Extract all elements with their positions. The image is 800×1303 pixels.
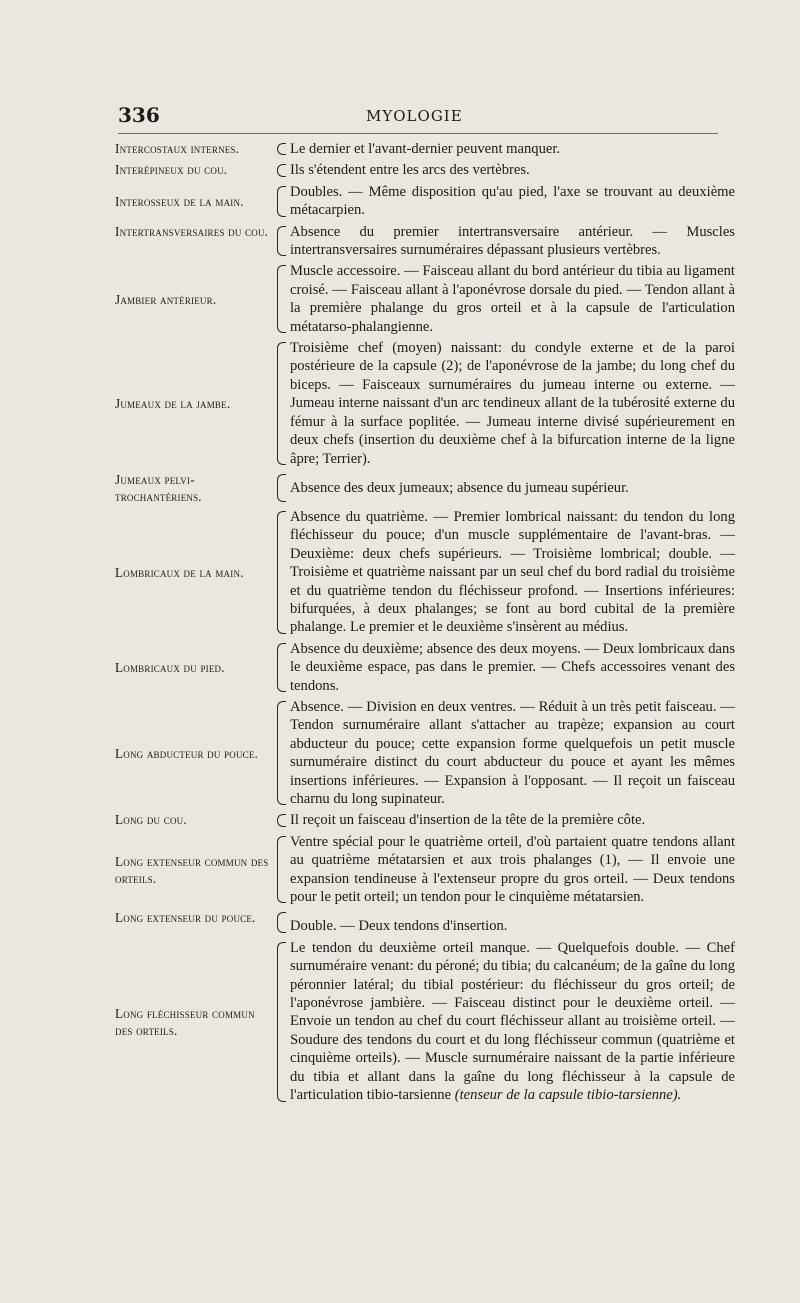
entry-text: Absence du quatrième. — Premier lombrical naissant: du tendon du long fléchisseur du pouce; d'un muscle supplémentaire de l'avant-bras. — Deuxième: deux chefs supérieurs. — Troisième lombrical; double. — Troisième et quatrième naissant par un seul chef du bord radial du troisième et du quatrième tendon du fléchisseur profond. — Insertions inférieures: bifurquées, à deux phalanges; se font au bord cubital de la première phalange. Le premier et le deuxième s'insèrent au médius. xyxy=(290,508,735,636)
brace xyxy=(277,643,286,692)
entry-text: Il reçoit un faisceau d'insertion de la tête de la première côte. xyxy=(290,812,646,829)
entry-term: Long extenseur commun des orteils. xyxy=(115,853,269,886)
brace xyxy=(277,701,286,805)
entry-term: Long abducteur du pouce. xyxy=(115,745,259,761)
brace xyxy=(277,164,286,176)
entry-text: Troisième chef (moyen) naissant: du condyle externe et de la paroi postérieure de la capsule (2); de l'aponévrose de la jambe; du long chef du biceps. — Faisceaux surnuméraires du jumeau interne ou externe. — Jumeau interne naissant d'un arc tendineux allant de la tubérosité externe du fémur à la surface poplitée. — Jumeau interne divisé supérieurement en deux chefs (insertion du deuxième chef à la bifurcation interne de la ligne âpre; Terrier). xyxy=(290,340,735,467)
brace xyxy=(277,143,286,155)
entry-text-italic: (tenseur de la capsule tibio-tarsienne). xyxy=(454,1087,682,1104)
entry-long-du-cou xyxy=(115,811,735,829)
entry-text-main: Le tendon du deuxième orteil manque. — Quelquefois double. — Chef surnuméraire venant: du péroné; du tibia; du calcanéum; de la gaîne du long péronnier latéral; du tibial postérieur: du fléchisseur du gros orteil; de l'aponévrose jambière. — Faisceau distinct pour le deuxième orteil. — Envoie un tendon au chef du court fléchisseur allant au troisième orteil. — Soudure des tendons du court et du long fléchisseur commun (quatrième et cinquième orteils). — Muscle surnuméraire naissant de la partie inférieure du tibia et allant dans la gaîne du long fléchisseur à la capsule de l'articulation tibio-tarsienne xyxy=(290,939,735,1104)
entry-intercostaux-internes xyxy=(115,140,735,158)
brace xyxy=(277,942,286,1102)
entry-interosseux-de-la-main xyxy=(115,183,735,220)
brace xyxy=(277,474,286,502)
page-header xyxy=(118,103,718,134)
entry-long-extenseur-commun-des-orteils xyxy=(115,833,735,907)
page-number: 336 xyxy=(118,103,160,127)
entry-term: Intertransversaires du cou. xyxy=(115,223,269,239)
brace xyxy=(277,342,286,465)
entry-list xyxy=(115,140,735,1108)
entry-term: Jambier antérieur. xyxy=(115,291,217,307)
entry-long-abducteur-du-pouce xyxy=(115,698,735,808)
entry-text xyxy=(290,939,735,1105)
entry-text: Absence du premier intertransversaire antérieur. — Muscles intertransversaires surnuméraires dépassant plusieurs vertèbres. xyxy=(290,223,735,259)
entry-term: Long du cou. xyxy=(115,812,187,828)
entry-interepineux-du-cou xyxy=(115,161,735,179)
entry-term: Lombricaux de la main. xyxy=(115,564,244,580)
brace xyxy=(277,226,286,257)
entry-term: Intercostaux internes. xyxy=(115,141,240,156)
entry-text: Double. — Deux tendons d'insertion. xyxy=(290,918,508,935)
brace xyxy=(277,912,286,932)
brace xyxy=(277,814,286,826)
entry-jumeaux-pelvi-trochanteriens xyxy=(115,471,735,505)
running-title: MYOLOGIE xyxy=(366,107,463,125)
entry-text: Muscle accessoire. — Faisceau allant du bord antérieur du tibia au ligament croisé. — Faisceau allant à l'aponévrose dorsale du pied. — Tendon allant à la première phalange du gros orteil et à la capsule de l'articulation métatarso-phalangienne. xyxy=(290,263,735,335)
entry-jumeaux-de-la-jambe xyxy=(115,339,735,468)
brace xyxy=(277,186,286,217)
entry-text: Le dernier et l'avant-dernier peuvent manquer. xyxy=(290,141,561,157)
entry-intertransversaires-du-cou xyxy=(115,223,735,260)
entry-text: Ils s'étendent entre les arcs des vertèbres. xyxy=(290,162,530,179)
brace xyxy=(277,511,286,634)
entry-text: Absence des deux jumeaux; absence du jumeau supérieur. xyxy=(290,479,629,496)
brace xyxy=(277,836,286,904)
entry-term: Jumeaux pelvi-trochantériens. xyxy=(115,471,202,504)
entry-term: Long fléchisseur commun des orteils. xyxy=(115,1005,255,1038)
entry-term: Long extenseur du pouce. xyxy=(115,910,256,926)
entry-text: Ventre spécial pour le quatrième orteil, d'où partaient quatre tendons allant au quatrième métatarsien et aux trois phalanges (1), — Il envoie une expansion tendineuse à l'extenseur propre du gros orteil. — Deux tendons pour le petit orteil; un tendon pour le cinquième métatarsien. xyxy=(290,833,735,906)
entry-term: Jumeaux de la jambe. xyxy=(115,395,231,411)
brace xyxy=(277,265,286,333)
entry-term: Interépineux du cou. xyxy=(115,162,228,178)
entry-term: Lombricaux du pied. xyxy=(115,659,225,675)
entry-jambier-anterieur xyxy=(115,262,735,336)
entry-lombricaux-de-la-main xyxy=(115,508,735,637)
entry-text: Absence du deuxième; absence des deux moyens. — Deux lombricaux dans le deuxième espace, pas dans le premier. — Chefs accessoires venant des tendons. xyxy=(290,640,735,694)
entry-text: Absence. — Division en deux ventres. — Réduit à un très petit faisceau. — Tendon surnuméraire allant s'attacher au trapèze; expansion au court abducteur du pouce; cette expansion forme quelquefois un petit muscle surnuméraire distinct du court abducteur du pouce et ayant les mêmes insertions inférieures. — Expansion à l'opposant. — Il reçoit un faisceau charnu du long supinateur. xyxy=(290,698,735,807)
entry-term: Interosseux de la main. xyxy=(115,193,244,209)
entry-text: Doubles. — Même disposition qu'au pied, l'axe se trouvant au deuxième métacarpien. xyxy=(290,183,735,219)
entry-long-extenseur-du-pouce xyxy=(115,909,735,935)
entry-long-flechisseur-commun-des-orteils xyxy=(115,939,735,1105)
entry-lombricaux-du-pied xyxy=(115,640,735,695)
